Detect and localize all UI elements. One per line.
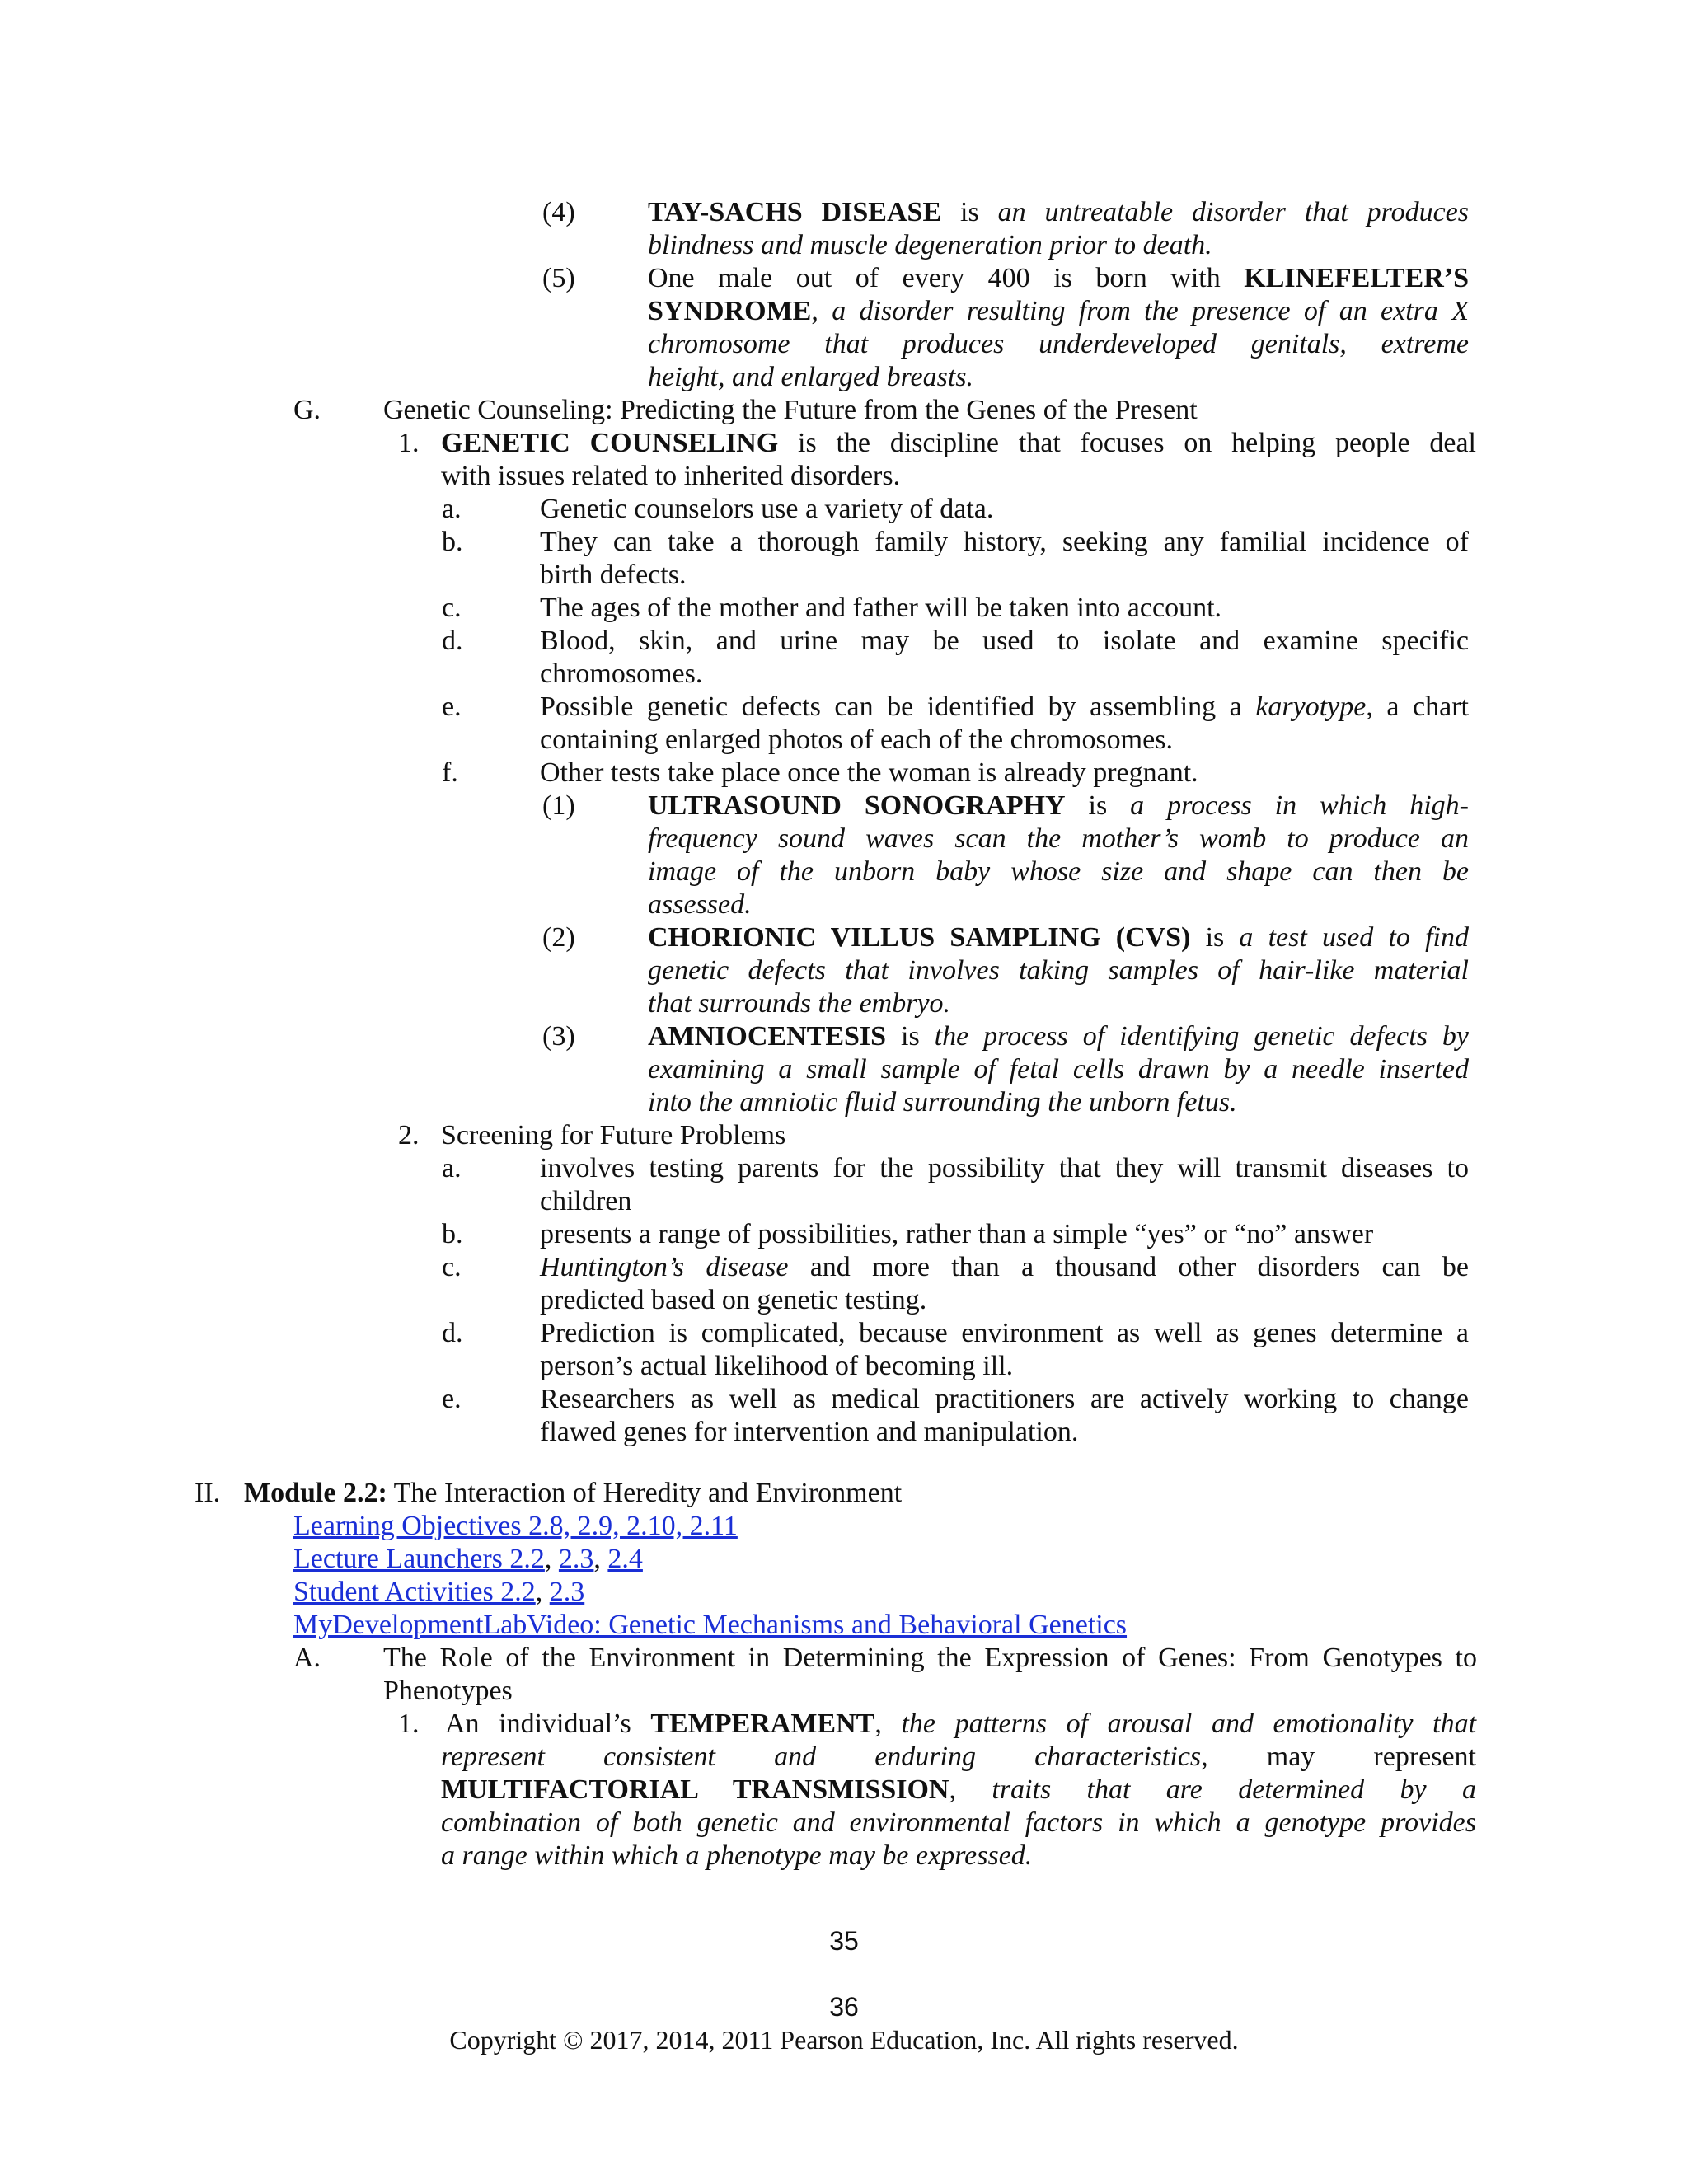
sub-letter: c. [442, 593, 462, 623]
klinefelter-line-1: One male out of every 400 is born with KLINEFELTER’S [648, 263, 1470, 293]
sub-text: birth defects. [540, 560, 687, 590]
item-number: (2) [542, 922, 575, 953]
sub-letter: d. [442, 1318, 463, 1348]
section-g-title: Genetic Counseling: Predicting the Future from the Genes of the Present [383, 395, 1198, 425]
sub-text: Researchers as well as medical practitioners are actively working to change [540, 1384, 1469, 1414]
karyotype-line-2: containing enlarged photos of each of the chromosomes. [540, 724, 1173, 755]
ultrasound-line-4: assessed. [648, 889, 752, 920]
lecture-launcher-2-4-link[interactable]: 2.4 [607, 1544, 643, 1574]
temperament-line-3: MULTIFACTORIAL TRANSMISSION, traits that are determined by a [441, 1774, 1477, 1805]
sub-letter: f. [442, 757, 458, 788]
item-number: (3) [542, 1021, 575, 1052]
cvs-line-3: that surrounds the embryo. [648, 988, 951, 1019]
sub-text: flawed genes for intervention and manipulation. [540, 1417, 1079, 1447]
cvs-line-1: CHORIONIC VILLUS SAMPLING (CVS) is a test used to find [648, 922, 1469, 953]
sub-letter: e. [442, 691, 462, 722]
module-heading: Module 2.2: The Interaction of Heredity and Environment [244, 1478, 903, 1508]
sub-text: Prediction is complicated, because environment as well as genes determine a [540, 1318, 1469, 1348]
temperament-line-4: combination of both genetic and environmental factors in which a genotype provides [441, 1807, 1476, 1838]
sub-text: chromosomes. [540, 658, 703, 689]
section-letter: G. [293, 395, 321, 425]
student-activity-2-3-link[interactable]: 2.3 [549, 1577, 585, 1607]
lecture-launcher-2-3-link[interactable]: 2.3 [558, 1544, 594, 1574]
amniocentesis-line-1: AMNIOCENTESIS is the process of identifying genetic defects by [648, 1021, 1469, 1052]
sub-letter: a. [442, 494, 462, 524]
sub-letter: b. [442, 1219, 463, 1249]
sub-letter: c. [442, 1252, 462, 1282]
student-activities-row: Student Activities 2.2, 2.3 [293, 1577, 585, 1607]
temperament-line-2: represent consistent and enduring characteristics, may represent [441, 1741, 1477, 1772]
point-number: 2. [398, 1120, 420, 1151]
sub-text: Genetic counselors use a variety of data. [540, 494, 994, 524]
video-link-row [293, 1609, 1127, 1642]
module-numeral: II. [195, 1478, 221, 1508]
copyright-notice: Copyright © 2017, 2014, 2011 Pearson Education, Inc. All rights reserved. [449, 2025, 1239, 2055]
lecture-launchers-link[interactable]: Lecture Launchers 2.2 [293, 1544, 545, 1574]
genetic-counseling-line-2: with issues related to inherited disorders. [441, 461, 901, 491]
section-letter: A. [293, 1643, 321, 1673]
sub-letter: e. [442, 1384, 462, 1414]
tay-sachs-line-1: TAY-SACHS DISEASE is an untreatable disorder that produces [648, 197, 1469, 227]
sub-text: Blood, skin, and urine may be used to isolate and examine specific [540, 626, 1469, 656]
sub-text: person’s actual likelihood of becoming ill. [540, 1351, 1014, 1381]
temperament-line-5: a range within which a phenotype may be expressed. [441, 1840, 1033, 1871]
klinefelter-line-3: chromosome that produces underdeveloped genitals, extreme [648, 329, 1469, 359]
lecture-launchers-row: Lecture Launchers 2.2, 2.3, 2.4 [293, 1544, 643, 1574]
amniocentesis-line-3: into the amniotic fluid surrounding the unborn fetus. [648, 1087, 1237, 1118]
learning-objectives-link[interactable]: Learning Objectives 2.8, 2.9, 2.10, 2.11 [293, 1511, 738, 1541]
item-number: (1) [542, 790, 575, 821]
sub-text: involves testing parents for the possibility that they will transmit diseases to [540, 1153, 1469, 1183]
point-number: 1. [398, 428, 420, 458]
screening-title: Screening for Future Problems [441, 1120, 786, 1151]
section-a-title-2: Phenotypes [383, 1675, 513, 1706]
sub-text: predicted based on genetic testing. [540, 1285, 927, 1315]
sub-text: They can take a thorough family history, seeking any familial incidence of [540, 527, 1469, 557]
sub-letter: a. [442, 1153, 462, 1183]
tay-sachs-line-2: blindness and muscle degeneration prior to death. [648, 230, 1212, 260]
item-number: (4) [542, 197, 575, 227]
sub-text: Other tests take place once the woman is already pregnant. [540, 757, 1198, 788]
ultrasound-line-2: frequency sound waves scan the mother’s womb to produce an [648, 823, 1469, 854]
klinefelter-line-2: SYNDROME, a disorder resulting from the presence of an extra X [648, 296, 1469, 326]
sub-letter: d. [442, 626, 463, 656]
page-number: 36 [829, 1992, 859, 2022]
karyotype-line-1: Possible genetic defects can be identified by assembling a karyotype, a chart [540, 691, 1469, 722]
item-number: (5) [542, 263, 575, 293]
ultrasound-line-3: image of the unborn baby whose size and shape can then be [648, 856, 1469, 887]
learning-objectives-link-row [293, 1510, 738, 1543]
klinefelter-line-4: height, and enlarged breasts. [648, 362, 974, 392]
ultrasound-line-1: ULTRASOUND SONOGRAPHY is a process in which high- [648, 790, 1469, 821]
sub-letter: b. [442, 527, 463, 557]
student-activities-link[interactable]: Student Activities 2.2 [293, 1577, 536, 1607]
sub-text: The ages of the mother and father will be taken into account. [540, 593, 1222, 623]
cvs-line-2: genetic defects that involves taking samples of hair-like material [648, 955, 1469, 986]
video-link[interactable]: MyDevelopmentLabVideo: Genetic Mechanisms and Behavioral Genetics [293, 1610, 1128, 1640]
section-a-title-1: The Role of the Environment in Determining the Expression of Genes: From Genotypes to [383, 1643, 1477, 1673]
amniocentesis-line-2: examining a small sample of fetal cells drawn by a needle inserted [648, 1054, 1469, 1085]
point-number: 1. [398, 1708, 420, 1739]
sub-text: presents a range of possibilities, rather than a simple “yes” or “no” answer [540, 1219, 1374, 1249]
temperament-line-1: An individual’s TEMPERAMENT, the patterns of arousal and emotionality that [445, 1708, 1477, 1739]
page-number: 35 [829, 1926, 859, 1956]
huntingtons-line-1: Huntington’s disease and more than a thousand other disorders can be [540, 1252, 1470, 1282]
genetic-counseling-line-1: GENETIC COUNSELING is the discipline that focuses on helping people deal [441, 428, 1476, 458]
sub-text: children [540, 1186, 632, 1216]
